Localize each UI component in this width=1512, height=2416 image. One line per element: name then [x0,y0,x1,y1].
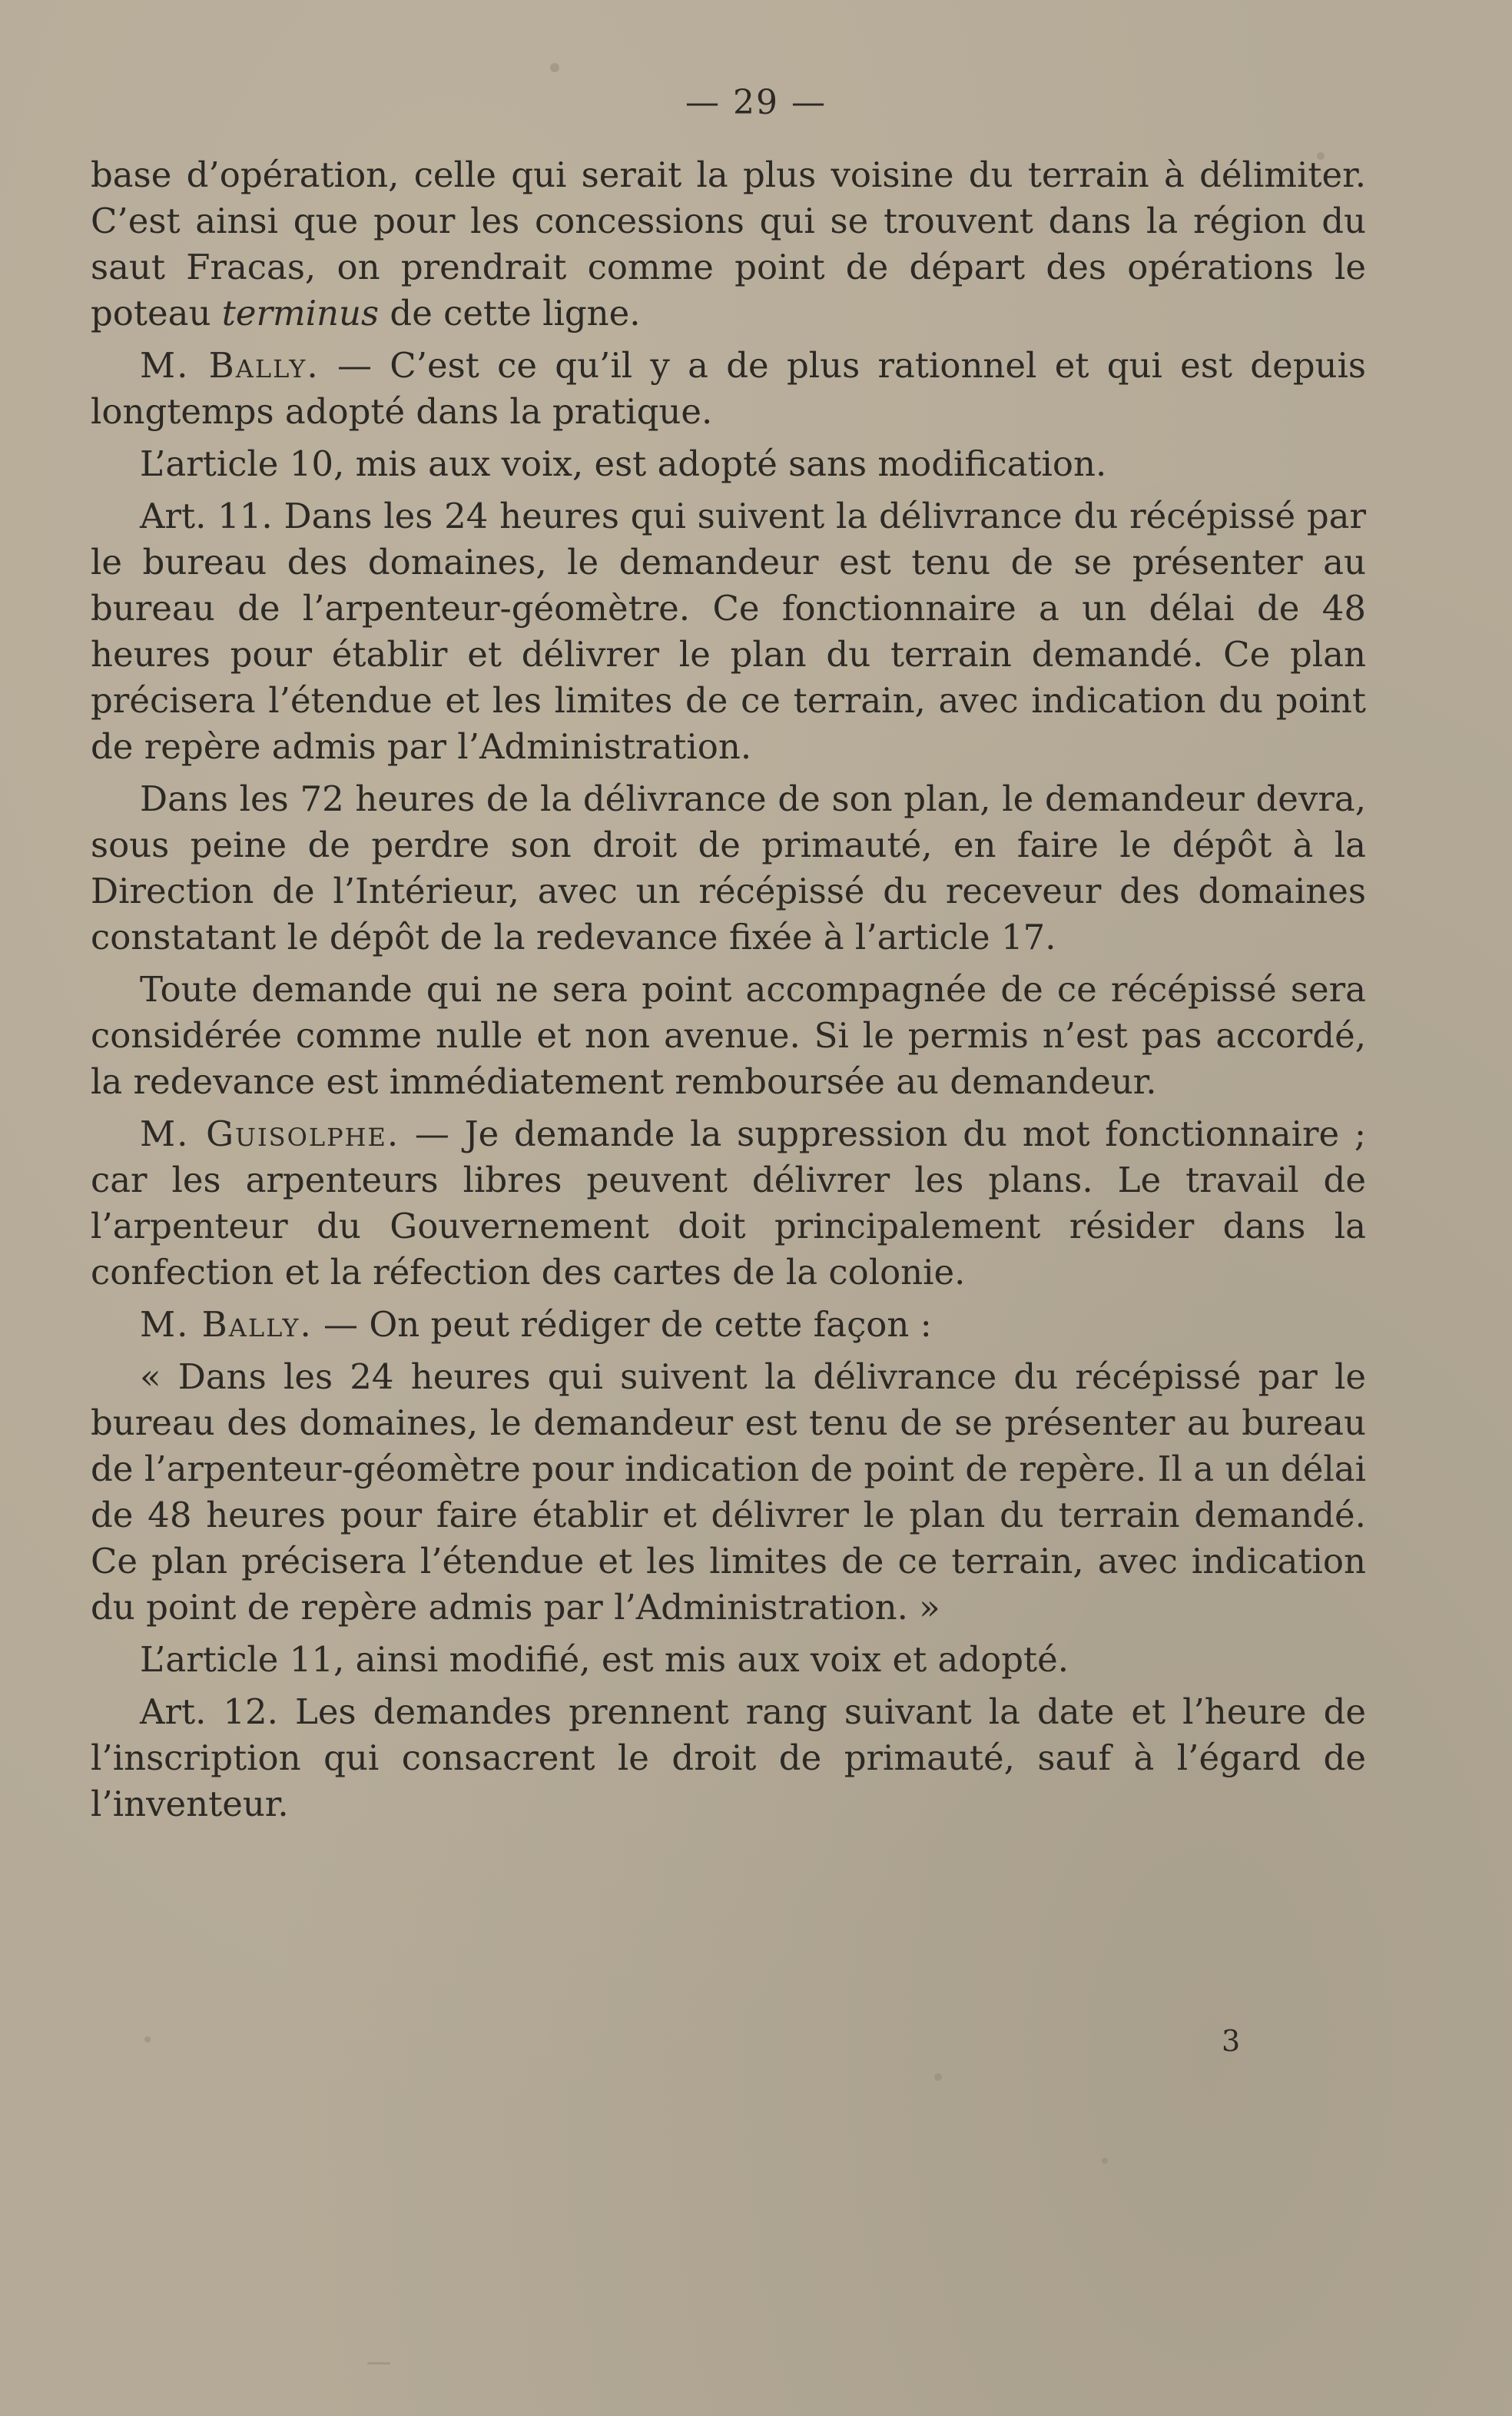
paper-speck [550,63,559,72]
paper-speck [1317,152,1325,160]
paper-speck [1102,2158,1108,2164]
body-text [91,152,1366,1827]
paper-speck [367,2362,390,2365]
paragraph-5: Dans les 72 heures de la délivrance de son plan, le demandeur devra, sous peine de perdre son droit de primauté, en faire le dépôt à la Direction de l’Intérieur, avec un récépissé du receveur des domaines constatant le dépôt de la redevance fixée à l’article 17. [91,778,1366,957]
article-label: Art. 11. [140,496,273,536]
signature-mark: 3 [1222,2024,1241,2058]
paragraph-1: base d’opération, celle qui serait la plus voisine du terrain à délimiter. C’est ainsi que pour les concessions qui se trouvent dans la région du saut Fracas, on prendrait comme point de départ des opérations le poteau terminus de cette ligne. [91,154,1366,334]
speaker-name: M. Guisolphe. [140,1113,400,1154]
paragraph-6: Toute demande qui ne sera point accompagnée de ce récépissé sera considérée comme nulle et non avenue. Si le permis n’est pas accordé, la redevance est immédiatement remboursée au demandeur. [91,969,1366,1102]
speaker-name: M. Bally. [140,345,320,386]
paragraph-4: Art. 11. Dans les 24 heures qui suivent la délivrance du récépissé par le bureau des domaines, le demandeur est tenu de se présenter au bureau de l’arpenteur-géomètre. Ce fonctionnaire a un délai de 48 heures pour établir et délivrer le plan du terrain demandé. Ce plan précisera l’étendue et les limites de ce terrain, avec indication du point de repère admis par l’Administration. [91,496,1367,767]
paragraph-9: « Dans les 24 heures qui suivent la délivrance du récépissé par le bureau des domaines, le demandeur est tenu de se présenter au bureau de l’arpenteur-géomètre pour indication de point de repère. Il a un délai de 48 heures pour faire établir et délivrer le plan du terrain demandé. Ce plan précisera l’étendue et les limites de ce terrain, avec indication du point de repère admis par l’Administration. » [91,1356,1366,1628]
page-number: — 29 — [685,83,827,122]
paragraph-2: M. Bally. — C’est ce qu’il y a de plus rationnel et qui est depuis longtemps adopté dans la pratique. [91,345,1366,432]
paragraph-8: M. Bally. — On peut rédiger de cette façon : [140,1304,932,1345]
speaker-name: M. Bally. [140,1304,313,1345]
paper-speck [144,2036,151,2043]
article-label: Art. 12. [140,1691,278,1732]
paragraph-3: L’article 10, mis aux voix, est adopté sans modification. [140,443,1107,484]
paragraph-10: L’article 11, ainsi modifié, est mis aux voix et adopté. [140,1639,1069,1680]
italic-term: terminus [221,293,380,334]
paragraph-7: M. Guisolphe. — Je demande la suppression du mot fonctionnaire ; car les arpenteurs libres peuvent délivrer les plans. Le travail de l’arpenteur du Gouvernement doit principalement résider dans la confection et la réfection des cartes de la colonie. [91,1113,1367,1293]
paragraph-11: Art. 12. Les demandes prennent rang suivant la date et l’heure de l’inscription qui consacrent le droit de primauté, sauf à l’égard de l’inventeur. [91,1691,1367,1824]
paper-speck [934,2073,942,2081]
